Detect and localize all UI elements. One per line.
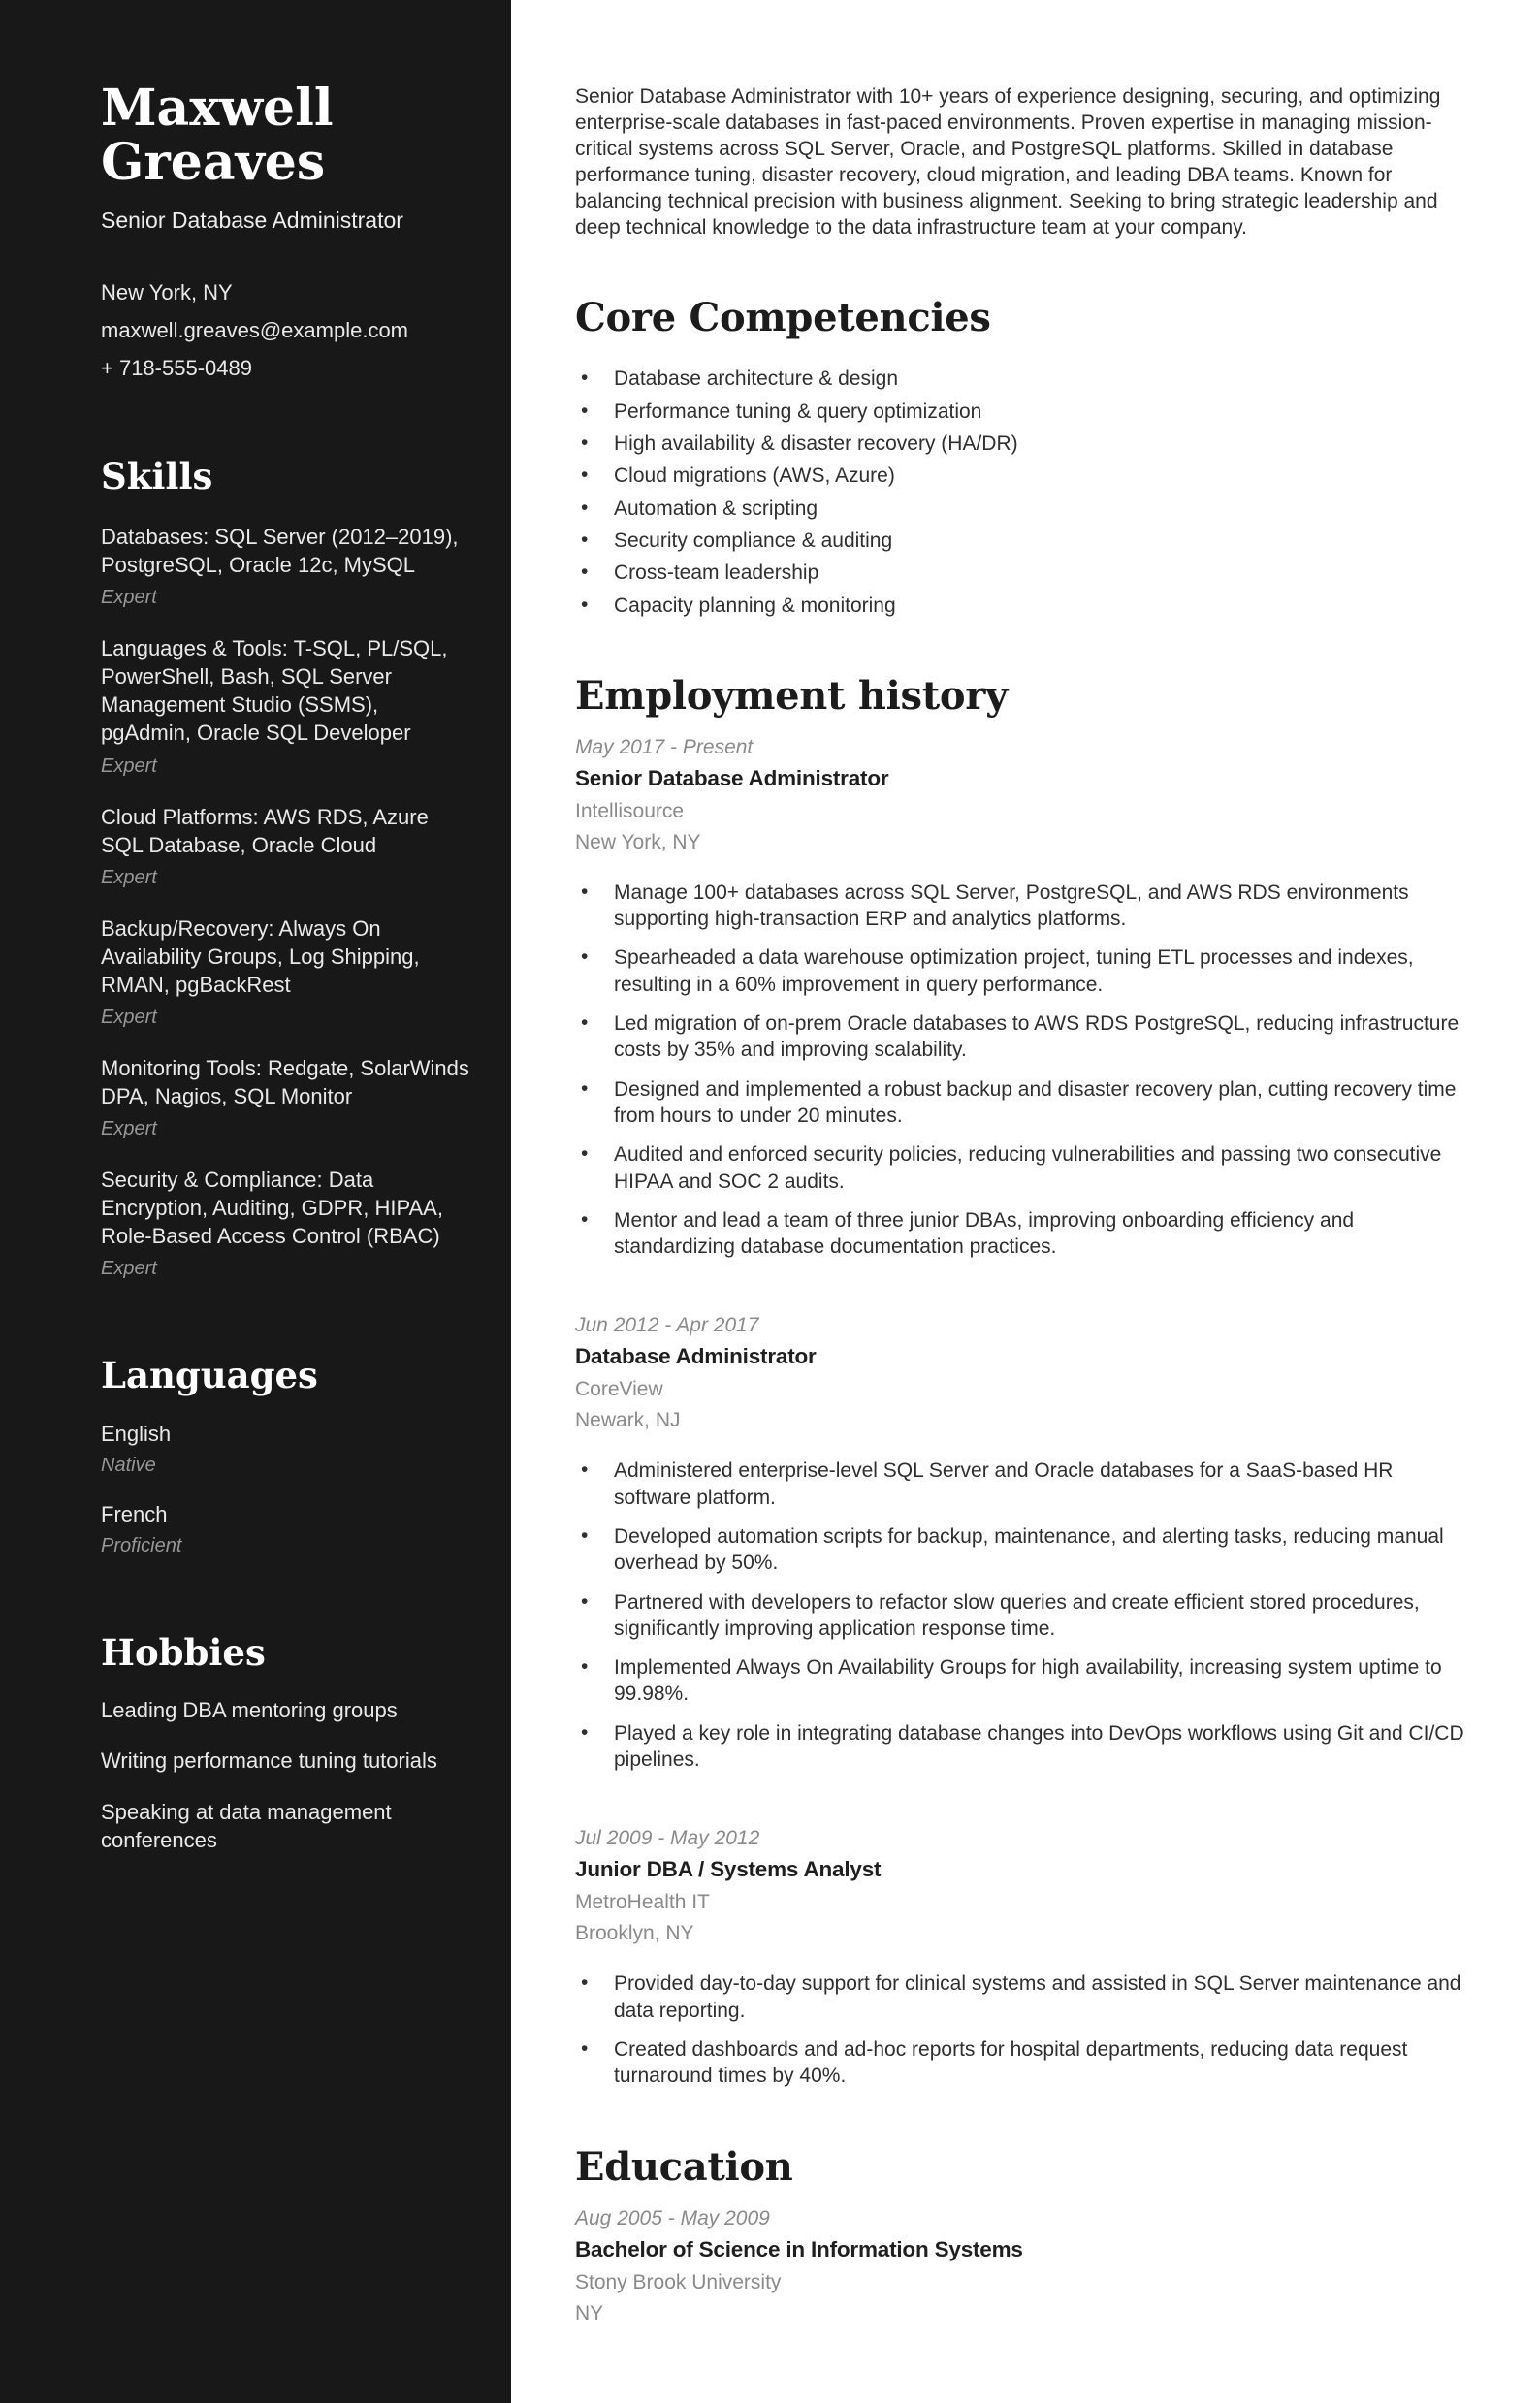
job-title: Senior Database Administrator [575,765,889,790]
skill-level: Expert [101,866,157,888]
competency-item: • High availability & disaster recovery (HA/DR) [614,431,1464,457]
contact-block [101,280,470,381]
job-bullet-list [575,880,1464,1261]
job-bullet-list [575,1970,1464,2089]
job-entry [575,1314,1464,1773]
hobbies-heading: Hobbies [101,1630,266,1674]
candidate-name-line2: Greaves [101,133,326,193]
education-school: Stony Brook University [575,2270,782,2293]
employment-history-heading: Employment history [575,672,1009,719]
skill-name: Databases: SQL Server (2012–2019), PostgreSQL, Oracle 12c, MySQL [101,525,459,578]
job-bullet: • Manage 100+ databases across SQL Server, PostgreSQL, and AWS RDS environments supporting high-transaction ERP and analytics platforms. [614,880,1464,933]
job-location: New York, NY [575,830,701,853]
job-bullet: • Provided day-to-day support for clinical systems and assisted in SQL Server maintenance and data reporting. [614,1970,1464,2024]
competency-item: • Security compliance & auditing [614,528,1464,554]
education-degree: Bachelor of Science in Information Systems [575,2236,1023,2261]
skill-item [101,1166,470,1280]
skill-level: Expert [101,754,157,777]
skill-name: Backup/Recovery: Always On Availability Groups, Log Shipping, RMAN, pgBackRest [101,915,420,997]
job-bullet: • Created dashboards and ad-hoc reports for hospital departments, reducing data request turnaround times by 40%. [614,2036,1464,2090]
sidebar [0,0,511,2403]
job-bullet: • Administered enterprise-level SQL Server and Oracle databases for a SaaS-based HR software platform. [614,1458,1464,1511]
job-entry [575,1827,1464,2089]
skill-name: Monitoring Tools: Redgate, SolarWinds DPA, Nagios, SQL Monitor [101,1055,469,1108]
job-location: Newark, NJ [575,1409,681,1432]
language-level: Native [101,1454,156,1476]
main-content [511,0,1540,2403]
competency-item: • Performance tuning & query optimization [614,399,1464,425]
competency-item: • Cross-team leadership [614,560,1464,586]
skill-item [101,803,470,889]
contact-email: maxwell.greaves@example.com [101,318,409,343]
job-bullet-list [575,1458,1464,1773]
language-level: Proficient [101,1534,182,1556]
job-company: MetroHealth IT [575,1891,710,1914]
job-title: Database Administrator [575,1344,817,1369]
competency-item: • Capacity planning & monitoring [614,593,1464,619]
language-name: French [101,1501,168,1526]
competency-item: • Cloud migrations (AWS, Azure) [614,463,1464,489]
job-bullet: • Played a key role in integrating database changes into DevOps workflows using Git and CI/CD pipelines. [614,1720,1464,1774]
skill-name: Languages & Tools: T-SQL, PL/SQL, PowerShell, Bash, SQL Server Management Studio (SSMS), pgAdmin, Oracle SQL Developer [101,636,448,746]
competency-item: • Database architecture & design [614,366,1464,392]
job-bullet: • Led migration of on-prem Oracle databases to AWS RDS PostgreSQL, reducing infrastructure costs by 35% and improving scalability. [614,1010,1464,1064]
candidate-name [101,79,470,193]
candidate-name-line1: Maxwell [101,79,334,138]
job-bullet: • Mentor and lead a team of three junior DBAs, improving onboarding efficiency and standardizing database documentation practices. [614,1207,1464,1261]
competency-item: • Automation & scripting [614,496,1464,522]
job-company: Intellisource [575,799,685,822]
job-bullet: • Spearheaded a data warehouse optimization project, tuning ETL processes and indexes, resulting in a 60% improvement in query performance. [614,945,1464,998]
job-bullet: • Developed automation scripts for backup, maintenance, and alerting tasks, reducing manual overhead by 50%. [614,1523,1464,1577]
education-location: NY [575,2301,604,2324]
language-item [101,1502,470,1557]
skill-item [101,523,470,609]
job-bullet: • Audited and enforced security policies, reducing vulnerabilities and passing two consecutive HIPAA and SOC 2 audits. [614,1141,1464,1195]
core-competencies-list [575,366,1464,618]
skill-name: Security & Compliance: Data Encryption, Auditing, GDPR, HIPAA, Role-Based Access Control (RBAC) [101,1167,443,1248]
job-dates: May 2017 - Present [575,735,754,758]
education-dates: Aug 2005 - May 2009 [575,2206,770,2229]
candidate-job-title: Senior Database Administrator [101,208,403,234]
hobby-item: Leading DBA mentoring groups [101,1697,398,1722]
education-entry [575,2207,1464,2325]
education-heading: Education [575,2143,793,2190]
contact-phone: + 718-555-0489 [101,356,252,381]
languages-heading: Languages [101,1353,318,1396]
job-bullet: • Partnered with developers to refactor slow queries and create efficient stored procedures, significantly improving application response time. [614,1589,1464,1643]
job-dates: Jun 2012 - Apr 2017 [575,1314,759,1337]
contact-location: New York, NY [101,280,233,305]
skill-level: Expert [101,1117,157,1139]
core-competencies-heading: Core Competencies [575,295,991,341]
job-entry [575,736,1464,1261]
skill-level: Expert [101,1257,157,1279]
job-bullet: • Designed and implemented a robust backup and disaster recovery plan, cutting recovery time from hours to under 20 minutes. [614,1076,1464,1130]
skill-level: Expert [101,587,157,609]
hobby-item: Speaking at data management conferences [101,1800,392,1852]
skill-name: Cloud Platforms: AWS RDS, Azure SQL Database, Oracle Cloud [101,804,429,857]
skill-item [101,914,470,1029]
job-location: Brooklyn, NY [575,1922,694,1945]
hobby-item: Writing performance tuning tutorials [101,1748,437,1774]
job-dates: Jul 2009 - May 2012 [575,1827,760,1850]
skill-item [101,634,470,777]
job-company: CoreView [575,1378,663,1401]
language-name: English [101,1421,172,1446]
skill-item [101,1054,470,1140]
language-item [101,1422,470,1477]
job-title: Junior DBA / Systems Analyst [575,1857,882,1882]
skills-heading: Skills [101,455,213,498]
skill-level: Expert [101,1006,157,1028]
profile-summary: Senior Database Administrator with 10+ years of experience designing, securing, and optimizing enterprise-scale databases in fast-paced environments. Proven expertise in managing mission-critical systems across SQL Server, Oracle, and PostgreSQL platforms. Skilled in database performance tuning, disaster recovery, cloud migration, and leading DBA teams. Known for balancing technical precision with business alignment. Seeking to bring strategic leadership and deep technical knowledge to the data infrastructure team at your company. [575,85,1441,240]
job-bullet: • Implemented Always On Availability Groups for high availability, increasing system uptime to 99.98%. [614,1654,1464,1708]
